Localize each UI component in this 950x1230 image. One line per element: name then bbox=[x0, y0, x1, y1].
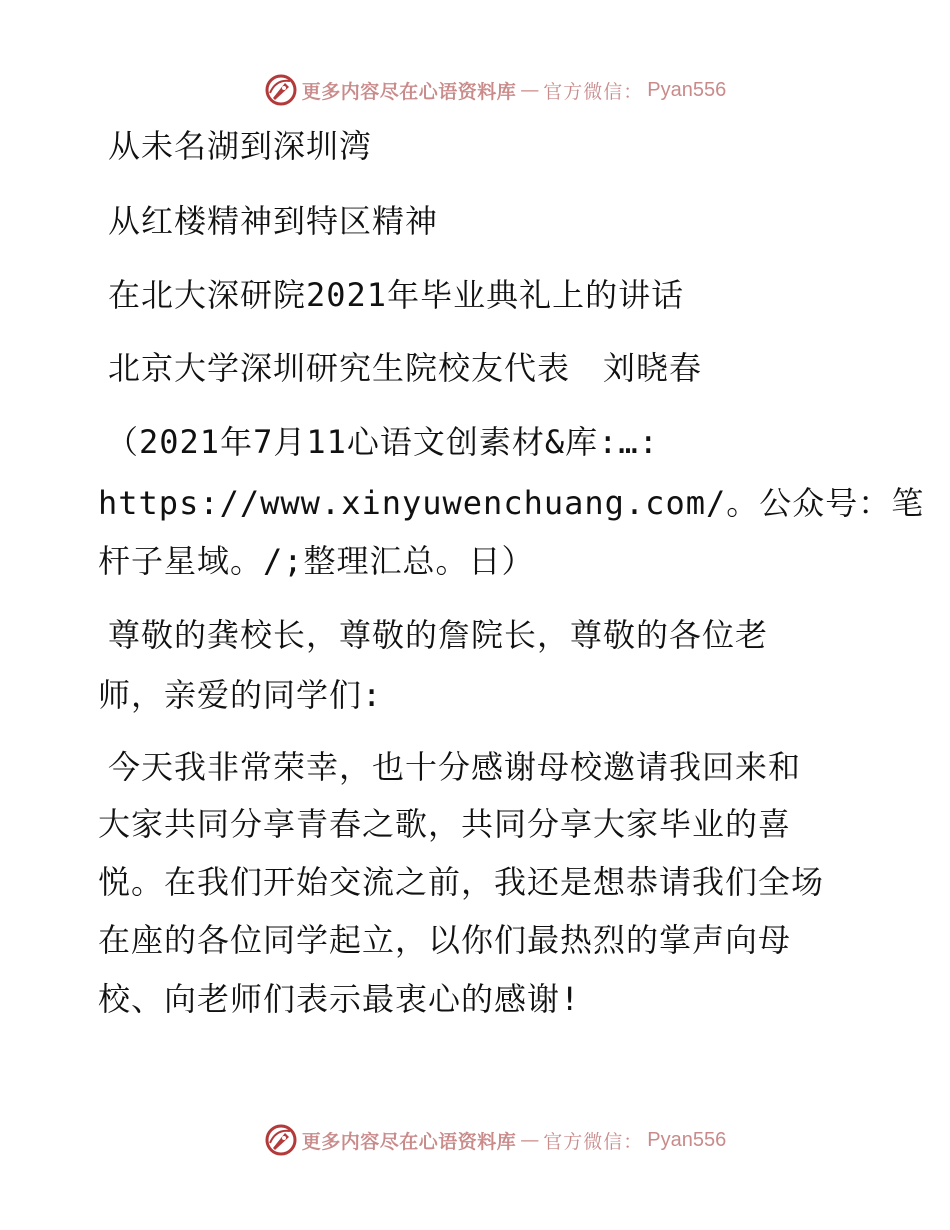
header-banner-content bbox=[264, 73, 727, 107]
footer-banner-text: 更多内容尽在心语资料库 bbox=[301, 1130, 517, 1153]
header-banner-text: 更多内容尽在心语资料库 bbox=[301, 80, 517, 103]
header-banner bbox=[0, 70, 950, 110]
source-note-line: （2021年7月11心语文创素材&库:…: bbox=[106, 423, 659, 461]
footer-banner bbox=[0, 1120, 950, 1160]
paragraph-line-4: 在座的各位同学起立，以你们最热烈的掌声向母 bbox=[98, 921, 792, 959]
footer-banner-separator: — bbox=[520, 1129, 540, 1151]
speaker-line: 北京大学深圳研究生院校友代表 刘晓春 bbox=[108, 349, 703, 387]
footer-banner-contact-label: 官方微信： bbox=[543, 1130, 644, 1153]
footer-banner-contact-id: Pyan556 bbox=[647, 1128, 727, 1151]
pen-nib-logo-icon bbox=[264, 73, 298, 107]
subtitle-line: 从红楼精神到特区精神 bbox=[108, 202, 439, 240]
header-banner-separator: — bbox=[520, 79, 540, 101]
pen-nib-logo-icon bbox=[264, 1123, 298, 1157]
paragraph-line-1: 今天我非常荣幸，也十分感谢母校邀请我回来和 bbox=[108, 748, 802, 786]
title-line: 从未名湖到深圳湾 bbox=[108, 127, 373, 165]
header-banner-contact-id: Pyan556 bbox=[647, 78, 727, 101]
source-url-line: https://www.xinyuwenchuang.com/。公众号：笔 bbox=[98, 484, 925, 522]
header-banner-contact-label: 官方微信： bbox=[543, 80, 644, 103]
salutation-line-2: 师，亲爱的同学们: bbox=[98, 676, 383, 714]
paragraph-line-2: 大家共同分享青春之歌，共同分享大家毕业的喜 bbox=[98, 805, 792, 843]
paragraph-line-3: 悦。在我们开始交流之前，我还是想恭请我们全场 bbox=[98, 863, 825, 901]
speech-occasion-line: 在北大深研院2021年毕业典礼上的讲话 bbox=[108, 276, 685, 314]
source-credit-line: 杆子星域。/;整理汇总。日） bbox=[98, 542, 535, 580]
paragraph-line-5: 校、向老师们表示最衷心的感谢! bbox=[98, 980, 581, 1018]
salutation-line-1: 尊敬的龚校长，尊敬的詹院长，尊敬的各位老 bbox=[108, 616, 769, 654]
footer-banner-content bbox=[264, 1123, 727, 1157]
